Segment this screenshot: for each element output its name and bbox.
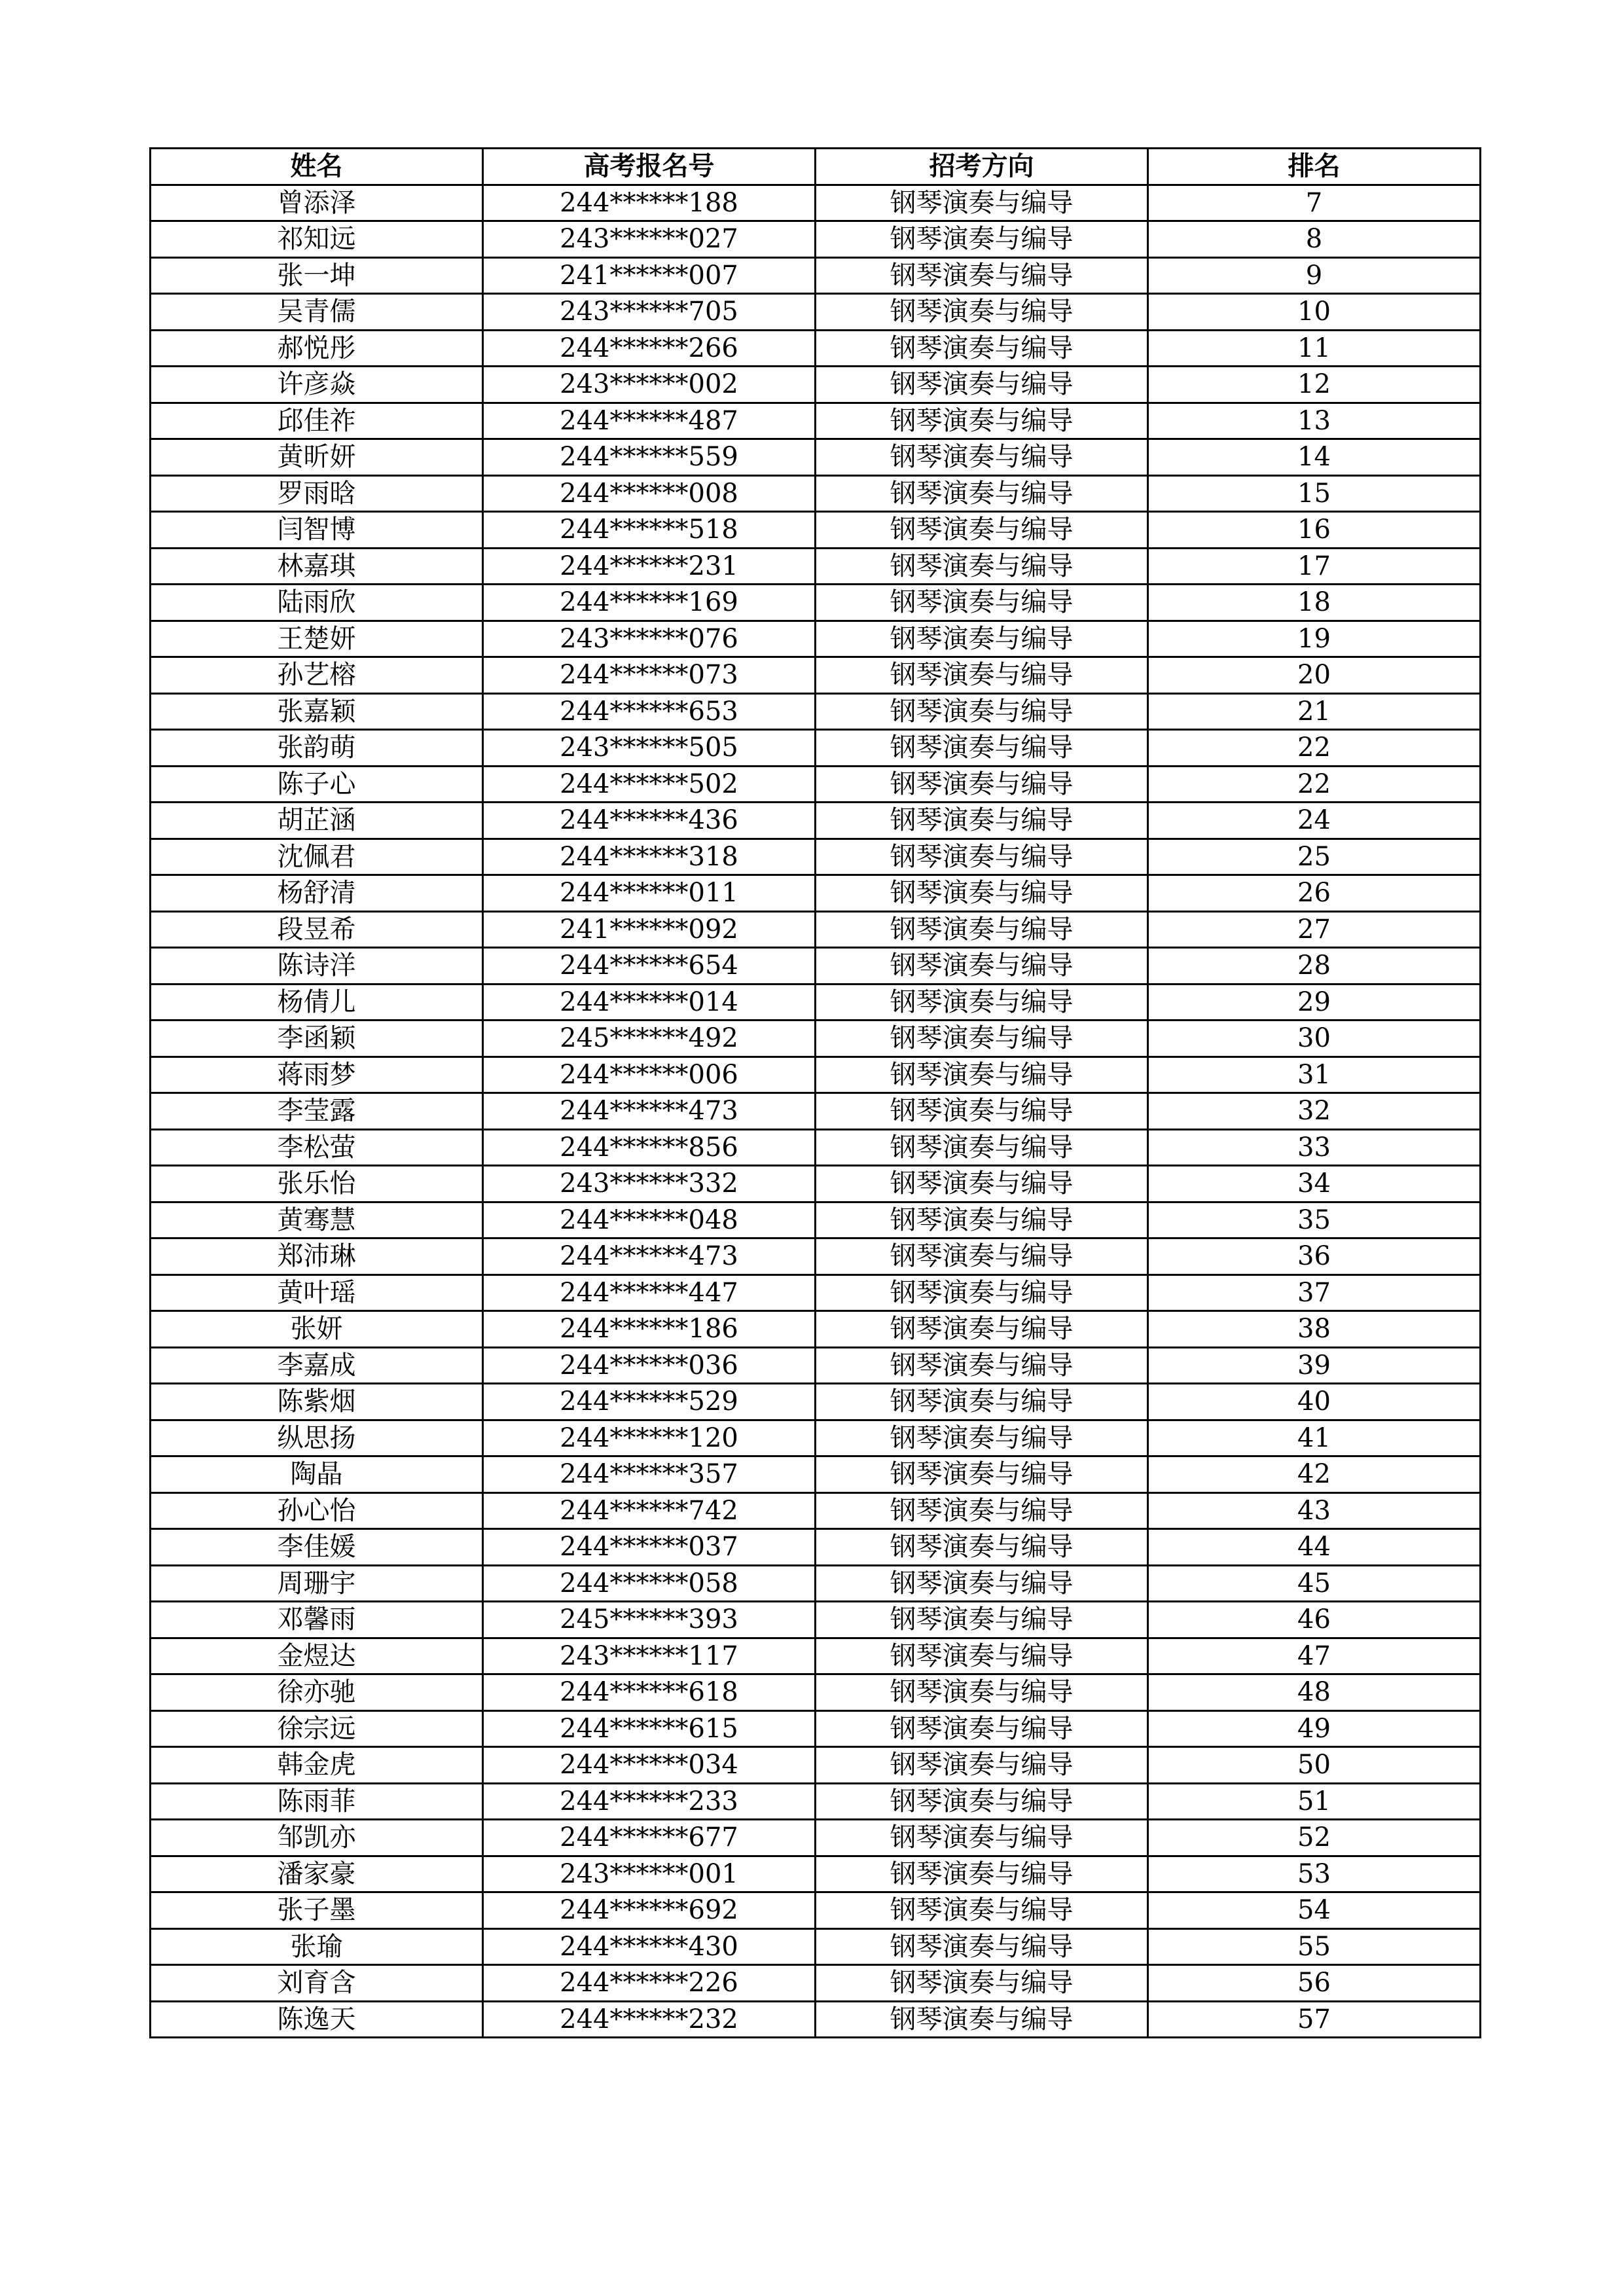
- table-row: [151, 1928, 1481, 1965]
- admission-direction-cell: 钢琴演奏与编导: [816, 1820, 1148, 1856]
- table-header-row: [151, 149, 1481, 185]
- name-cell: 张子墨: [151, 1892, 483, 1929]
- rank-cell: 27: [1148, 911, 1481, 948]
- registration-number-cell: 244******034: [483, 1747, 816, 1784]
- name-cell: 韩金虎: [151, 1747, 483, 1784]
- registration-number-cell: 243******505: [483, 730, 816, 767]
- name-cell: 罗雨晗: [151, 475, 483, 512]
- rank-cell: 8: [1148, 221, 1481, 258]
- rank-cell: 55: [1148, 1928, 1481, 1965]
- table-row: [151, 1057, 1481, 1093]
- table-row: [151, 1347, 1481, 1384]
- admission-direction-cell: 钢琴演奏与编导: [816, 403, 1148, 439]
- admission-direction-cell: 钢琴演奏与编导: [816, 1456, 1148, 1493]
- name-cell: 郝悦彤: [151, 330, 483, 367]
- name-cell: 陶晶: [151, 1456, 483, 1493]
- admission-direction-cell: 钢琴演奏与编导: [816, 911, 1148, 948]
- rank-cell: 14: [1148, 439, 1481, 476]
- registration-number-cell: 244******186: [483, 1311, 816, 1348]
- table-row: [151, 1820, 1481, 1856]
- name-cell: 李嘉成: [151, 1347, 483, 1384]
- header-admission-direction: 招考方向: [816, 149, 1148, 185]
- registration-number-cell: 241******092: [483, 911, 816, 948]
- registration-number-cell: 245******393: [483, 1602, 816, 1638]
- registration-number-cell: 243******332: [483, 1166, 816, 1202]
- registration-number-cell: 244******677: [483, 1820, 816, 1856]
- table-row: [151, 1492, 1481, 1529]
- registration-number-cell: 241******007: [483, 257, 816, 294]
- rank-cell: 22: [1148, 730, 1481, 767]
- admission-direction-cell: 钢琴演奏与编导: [816, 512, 1148, 549]
- rank-cell: 40: [1148, 1384, 1481, 1420]
- table-row: [151, 185, 1481, 221]
- registration-number-cell: 244******430: [483, 1928, 816, 1965]
- admission-direction-cell: 钢琴演奏与编导: [816, 984, 1148, 1021]
- table-row: [151, 294, 1481, 331]
- rank-cell: 16: [1148, 512, 1481, 549]
- table-row: [151, 875, 1481, 912]
- table-row: [151, 403, 1481, 439]
- table-row: [151, 1565, 1481, 1602]
- rank-cell: 46: [1148, 1602, 1481, 1638]
- table-row: [151, 512, 1481, 549]
- table-row: [151, 657, 1481, 694]
- admission-direction-cell: 钢琴演奏与编导: [816, 2001, 1148, 2038]
- ranking-table: [149, 147, 1481, 2038]
- table-row: [151, 948, 1481, 985]
- name-cell: 邓馨雨: [151, 1602, 483, 1638]
- table-row: [151, 439, 1481, 476]
- rank-cell: 33: [1148, 1129, 1481, 1166]
- admission-direction-cell: 钢琴演奏与编导: [816, 1565, 1148, 1602]
- table-row: [151, 1602, 1481, 1638]
- admission-direction-cell: 钢琴演奏与编导: [816, 766, 1148, 803]
- name-cell: 林嘉琪: [151, 548, 483, 585]
- admission-direction-cell: 钢琴演奏与编导: [816, 257, 1148, 294]
- registration-number-cell: 244******014: [483, 984, 816, 1021]
- registration-number-cell: 244******120: [483, 1420, 816, 1456]
- table-row: [151, 839, 1481, 875]
- admission-direction-cell: 钢琴演奏与编导: [816, 185, 1148, 221]
- registration-number-cell: 244******037: [483, 1529, 816, 1566]
- registration-number-cell: 243******705: [483, 294, 816, 331]
- admission-direction-cell: 钢琴演奏与编导: [816, 475, 1148, 512]
- registration-number-cell: 244******058: [483, 1565, 816, 1602]
- table-row: [151, 1856, 1481, 1892]
- table-row: [151, 1021, 1481, 1057]
- admission-direction-cell: 钢琴演奏与编导: [816, 1129, 1148, 1166]
- admission-direction-cell: 钢琴演奏与编导: [816, 548, 1148, 585]
- rank-cell: 18: [1148, 585, 1481, 621]
- registration-number-cell: 244******653: [483, 693, 816, 730]
- table-row: [151, 221, 1481, 258]
- header-name: 姓名: [151, 149, 483, 185]
- name-cell: 张瑜: [151, 1928, 483, 1965]
- admission-direction-cell: 钢琴演奏与编导: [816, 294, 1148, 331]
- rank-cell: 31: [1148, 1057, 1481, 1093]
- admission-direction-cell: 钢琴演奏与编导: [816, 1529, 1148, 1566]
- name-cell: 邱佳祚: [151, 403, 483, 439]
- admission-direction-cell: 钢琴演奏与编导: [816, 1892, 1148, 1929]
- admission-direction-cell: 钢琴演奏与编导: [816, 803, 1148, 839]
- rank-cell: 11: [1148, 330, 1481, 367]
- table-row: [151, 730, 1481, 767]
- table-row: [151, 1129, 1481, 1166]
- rank-cell: 9: [1148, 257, 1481, 294]
- admission-direction-cell: 钢琴演奏与编导: [816, 693, 1148, 730]
- registration-number-cell: 244******742: [483, 1492, 816, 1529]
- name-cell: 张妍: [151, 1311, 483, 1348]
- registration-number-cell: 244******008: [483, 475, 816, 512]
- name-cell: 张一坤: [151, 257, 483, 294]
- rank-cell: 44: [1148, 1529, 1481, 1566]
- registration-number-cell: 244******529: [483, 1384, 816, 1420]
- rank-cell: 51: [1148, 1783, 1481, 1820]
- rank-cell: 24: [1148, 803, 1481, 839]
- rank-cell: 48: [1148, 1674, 1481, 1711]
- admission-direction-cell: 钢琴演奏与编导: [816, 1057, 1148, 1093]
- rank-cell: 30: [1148, 1021, 1481, 1057]
- rank-cell: 26: [1148, 875, 1481, 912]
- admission-direction-cell: 钢琴演奏与编导: [816, 1384, 1148, 1420]
- admission-direction-cell: 钢琴演奏与编导: [816, 1347, 1148, 1384]
- admission-direction-cell: 钢琴演奏与编导: [816, 1928, 1148, 1965]
- registration-number-cell: 244******357: [483, 1456, 816, 1493]
- table-row: [151, 911, 1481, 948]
- rank-cell: 22: [1148, 766, 1481, 803]
- rank-cell: 39: [1148, 1347, 1481, 1384]
- rank-cell: 57: [1148, 2001, 1481, 2038]
- admission-direction-cell: 钢琴演奏与编导: [816, 1420, 1148, 1456]
- registration-number-cell: 244******266: [483, 330, 816, 367]
- rank-cell: 42: [1148, 1456, 1481, 1493]
- name-cell: 黄叶瑶: [151, 1274, 483, 1311]
- admission-direction-cell: 钢琴演奏与编导: [816, 1674, 1148, 1711]
- registration-number-cell: 244******518: [483, 512, 816, 549]
- rank-cell: 25: [1148, 839, 1481, 875]
- table-row: [151, 475, 1481, 512]
- registration-number-cell: 244******011: [483, 875, 816, 912]
- admission-direction-cell: 钢琴演奏与编导: [816, 1093, 1148, 1130]
- name-cell: 徐亦驰: [151, 1674, 483, 1711]
- registration-number-cell: 244******692: [483, 1892, 816, 1929]
- rank-cell: 32: [1148, 1093, 1481, 1130]
- registration-number-cell: 244******856: [483, 1129, 816, 1166]
- rank-cell: 7: [1148, 185, 1481, 221]
- rank-cell: 49: [1148, 1710, 1481, 1747]
- admission-direction-cell: 钢琴演奏与编导: [816, 1274, 1148, 1311]
- name-cell: 张乐怡: [151, 1166, 483, 1202]
- name-cell: 杨舒清: [151, 875, 483, 912]
- registration-number-cell: 244******473: [483, 1238, 816, 1275]
- rank-cell: 19: [1148, 621, 1481, 657]
- registration-number-cell: 244******473: [483, 1093, 816, 1130]
- rank-cell: 54: [1148, 1892, 1481, 1929]
- registration-number-cell: 243******027: [483, 221, 816, 258]
- name-cell: 邹凯亦: [151, 1820, 483, 1856]
- name-cell: 王楚妍: [151, 621, 483, 657]
- admission-direction-cell: 钢琴演奏与编导: [816, 221, 1148, 258]
- table-row: [151, 1311, 1481, 1348]
- table-body: [151, 185, 1481, 2038]
- rank-cell: 50: [1148, 1747, 1481, 1784]
- rank-cell: 21: [1148, 693, 1481, 730]
- admission-direction-cell: 钢琴演奏与编导: [816, 1311, 1148, 1348]
- table-row: [151, 1783, 1481, 1820]
- rank-cell: 56: [1148, 1965, 1481, 2002]
- admission-direction-cell: 钢琴演奏与编导: [816, 657, 1148, 694]
- admission-direction-cell: 钢琴演奏与编导: [816, 1856, 1148, 1892]
- registration-number-cell: 243******001: [483, 1856, 816, 1892]
- table-row: [151, 548, 1481, 585]
- rank-cell: 28: [1148, 948, 1481, 985]
- name-cell: 李函颖: [151, 1021, 483, 1057]
- admission-direction-cell: 钢琴演奏与编导: [816, 1166, 1148, 1202]
- name-cell: 黄骞慧: [151, 1202, 483, 1238]
- name-cell: 杨倩儿: [151, 984, 483, 1021]
- rank-cell: 17: [1148, 548, 1481, 585]
- table-row: [151, 1093, 1481, 1130]
- registration-number-cell: 244******231: [483, 548, 816, 585]
- registration-number-cell: 244******169: [483, 585, 816, 621]
- registration-number-cell: 244******487: [483, 403, 816, 439]
- name-cell: 许彦焱: [151, 367, 483, 403]
- registration-number-cell: 244******048: [483, 1202, 816, 1238]
- name-cell: 陈紫烟: [151, 1384, 483, 1420]
- admission-direction-cell: 钢琴演奏与编导: [816, 585, 1148, 621]
- table-row: [151, 1238, 1481, 1275]
- table-row: [151, 367, 1481, 403]
- name-cell: 金煜达: [151, 1638, 483, 1674]
- registration-number-cell: 244******188: [483, 185, 816, 221]
- registration-number-cell: 244******036: [483, 1347, 816, 1384]
- table-row: [151, 2001, 1481, 2038]
- rank-cell: 15: [1148, 475, 1481, 512]
- registration-number-cell: 243******002: [483, 367, 816, 403]
- name-cell: 纵思扬: [151, 1420, 483, 1456]
- admission-direction-cell: 钢琴演奏与编导: [816, 1602, 1148, 1638]
- header-registration-number: 高考报名号: [483, 149, 816, 185]
- table-row: [151, 1166, 1481, 1202]
- table-row: [151, 766, 1481, 803]
- admission-direction-cell: 钢琴演奏与编导: [816, 730, 1148, 767]
- name-cell: 张嘉颖: [151, 693, 483, 730]
- rank-cell: 53: [1148, 1856, 1481, 1892]
- name-cell: 段昱希: [151, 911, 483, 948]
- name-cell: 蒋雨梦: [151, 1057, 483, 1093]
- admission-direction-cell: 钢琴演奏与编导: [816, 621, 1148, 657]
- table-row: [151, 257, 1481, 294]
- admission-direction-cell: 钢琴演奏与编导: [816, 1710, 1148, 1747]
- name-cell: 祁知远: [151, 221, 483, 258]
- name-cell: 李松萤: [151, 1129, 483, 1166]
- name-cell: 陈雨菲: [151, 1783, 483, 1820]
- rank-cell: 35: [1148, 1202, 1481, 1238]
- table-row: [151, 1965, 1481, 2002]
- name-cell: 陈逸天: [151, 2001, 483, 2038]
- admission-direction-cell: 钢琴演奏与编导: [816, 875, 1148, 912]
- admission-direction-cell: 钢琴演奏与编导: [816, 330, 1148, 367]
- rank-cell: 10: [1148, 294, 1481, 331]
- name-cell: 孙艺榕: [151, 657, 483, 694]
- table-row: [151, 1274, 1481, 1311]
- rank-cell: 52: [1148, 1820, 1481, 1856]
- name-cell: 曾添泽: [151, 185, 483, 221]
- registration-number-cell: 244******559: [483, 439, 816, 476]
- registration-number-cell: 244******073: [483, 657, 816, 694]
- name-cell: 潘家豪: [151, 1856, 483, 1892]
- name-cell: 沈佩君: [151, 839, 483, 875]
- admission-direction-cell: 钢琴演奏与编导: [816, 1638, 1148, 1674]
- name-cell: 陆雨欣: [151, 585, 483, 621]
- name-cell: 刘育含: [151, 1965, 483, 2002]
- table-row: [151, 693, 1481, 730]
- table-row: [151, 984, 1481, 1021]
- table-row: [151, 585, 1481, 621]
- rank-cell: 37: [1148, 1274, 1481, 1311]
- table-row: [151, 330, 1481, 367]
- table-row: [151, 1529, 1481, 1566]
- rank-cell: 41: [1148, 1420, 1481, 1456]
- rank-cell: 13: [1148, 403, 1481, 439]
- registration-number-cell: 245******492: [483, 1021, 816, 1057]
- registration-number-cell: 244******232: [483, 2001, 816, 2038]
- rank-cell: 36: [1148, 1238, 1481, 1275]
- registration-number-cell: 244******006: [483, 1057, 816, 1093]
- registration-number-cell: 244******318: [483, 839, 816, 875]
- table-row: [151, 803, 1481, 839]
- name-cell: 陈子心: [151, 766, 483, 803]
- table-row: [151, 1710, 1481, 1747]
- rank-cell: 20: [1148, 657, 1481, 694]
- admission-direction-cell: 钢琴演奏与编导: [816, 1965, 1148, 2002]
- admission-direction-cell: 钢琴演奏与编导: [816, 1492, 1148, 1529]
- name-cell: 胡芷涵: [151, 803, 483, 839]
- registration-number-cell: 244******436: [483, 803, 816, 839]
- table-row: [151, 1674, 1481, 1711]
- registration-number-cell: 244******654: [483, 948, 816, 985]
- registration-number-cell: 244******233: [483, 1783, 816, 1820]
- admission-direction-cell: 钢琴演奏与编导: [816, 1747, 1148, 1784]
- name-cell: 李莹露: [151, 1093, 483, 1130]
- registration-number-cell: 244******502: [483, 766, 816, 803]
- rank-cell: 43: [1148, 1492, 1481, 1529]
- registration-number-cell: 244******447: [483, 1274, 816, 1311]
- name-cell: 郑沛琳: [151, 1238, 483, 1275]
- name-cell: 黄昕妍: [151, 439, 483, 476]
- table-row: [151, 621, 1481, 657]
- name-cell: 陈诗洋: [151, 948, 483, 985]
- table-row: [151, 1384, 1481, 1420]
- registration-number-cell: 243******076: [483, 621, 816, 657]
- admission-direction-cell: 钢琴演奏与编导: [816, 1783, 1148, 1820]
- admission-direction-cell: 钢琴演奏与编导: [816, 1202, 1148, 1238]
- registration-number-cell: 244******618: [483, 1674, 816, 1711]
- name-cell: 闫智博: [151, 512, 483, 549]
- admission-direction-cell: 钢琴演奏与编导: [816, 367, 1148, 403]
- admission-direction-cell: 钢琴演奏与编导: [816, 948, 1148, 985]
- table-row: [151, 1638, 1481, 1674]
- name-cell: 孙心怡: [151, 1492, 483, 1529]
- name-cell: 李佳媛: [151, 1529, 483, 1566]
- table-row: [151, 1892, 1481, 1929]
- name-cell: 张韵萌: [151, 730, 483, 767]
- admission-direction-cell: 钢琴演奏与编导: [816, 839, 1148, 875]
- rank-cell: 29: [1148, 984, 1481, 1021]
- name-cell: 周珊宇: [151, 1565, 483, 1602]
- header-rank: 排名: [1148, 149, 1481, 185]
- registration-number-cell: 244******226: [483, 1965, 816, 2002]
- table-row: [151, 1456, 1481, 1493]
- rank-cell: 38: [1148, 1311, 1481, 1348]
- admission-direction-cell: 钢琴演奏与编导: [816, 439, 1148, 476]
- name-cell: 吴青儒: [151, 294, 483, 331]
- admission-direction-cell: 钢琴演奏与编导: [816, 1238, 1148, 1275]
- table-row: [151, 1202, 1481, 1238]
- table-row: [151, 1747, 1481, 1784]
- registration-number-cell: 243******117: [483, 1638, 816, 1674]
- admission-direction-cell: 钢琴演奏与编导: [816, 1021, 1148, 1057]
- rank-cell: 45: [1148, 1565, 1481, 1602]
- rank-cell: 34: [1148, 1166, 1481, 1202]
- table-row: [151, 1420, 1481, 1456]
- registration-number-cell: 244******615: [483, 1710, 816, 1747]
- rank-cell: 47: [1148, 1638, 1481, 1674]
- name-cell: 徐宗远: [151, 1710, 483, 1747]
- rank-cell: 12: [1148, 367, 1481, 403]
